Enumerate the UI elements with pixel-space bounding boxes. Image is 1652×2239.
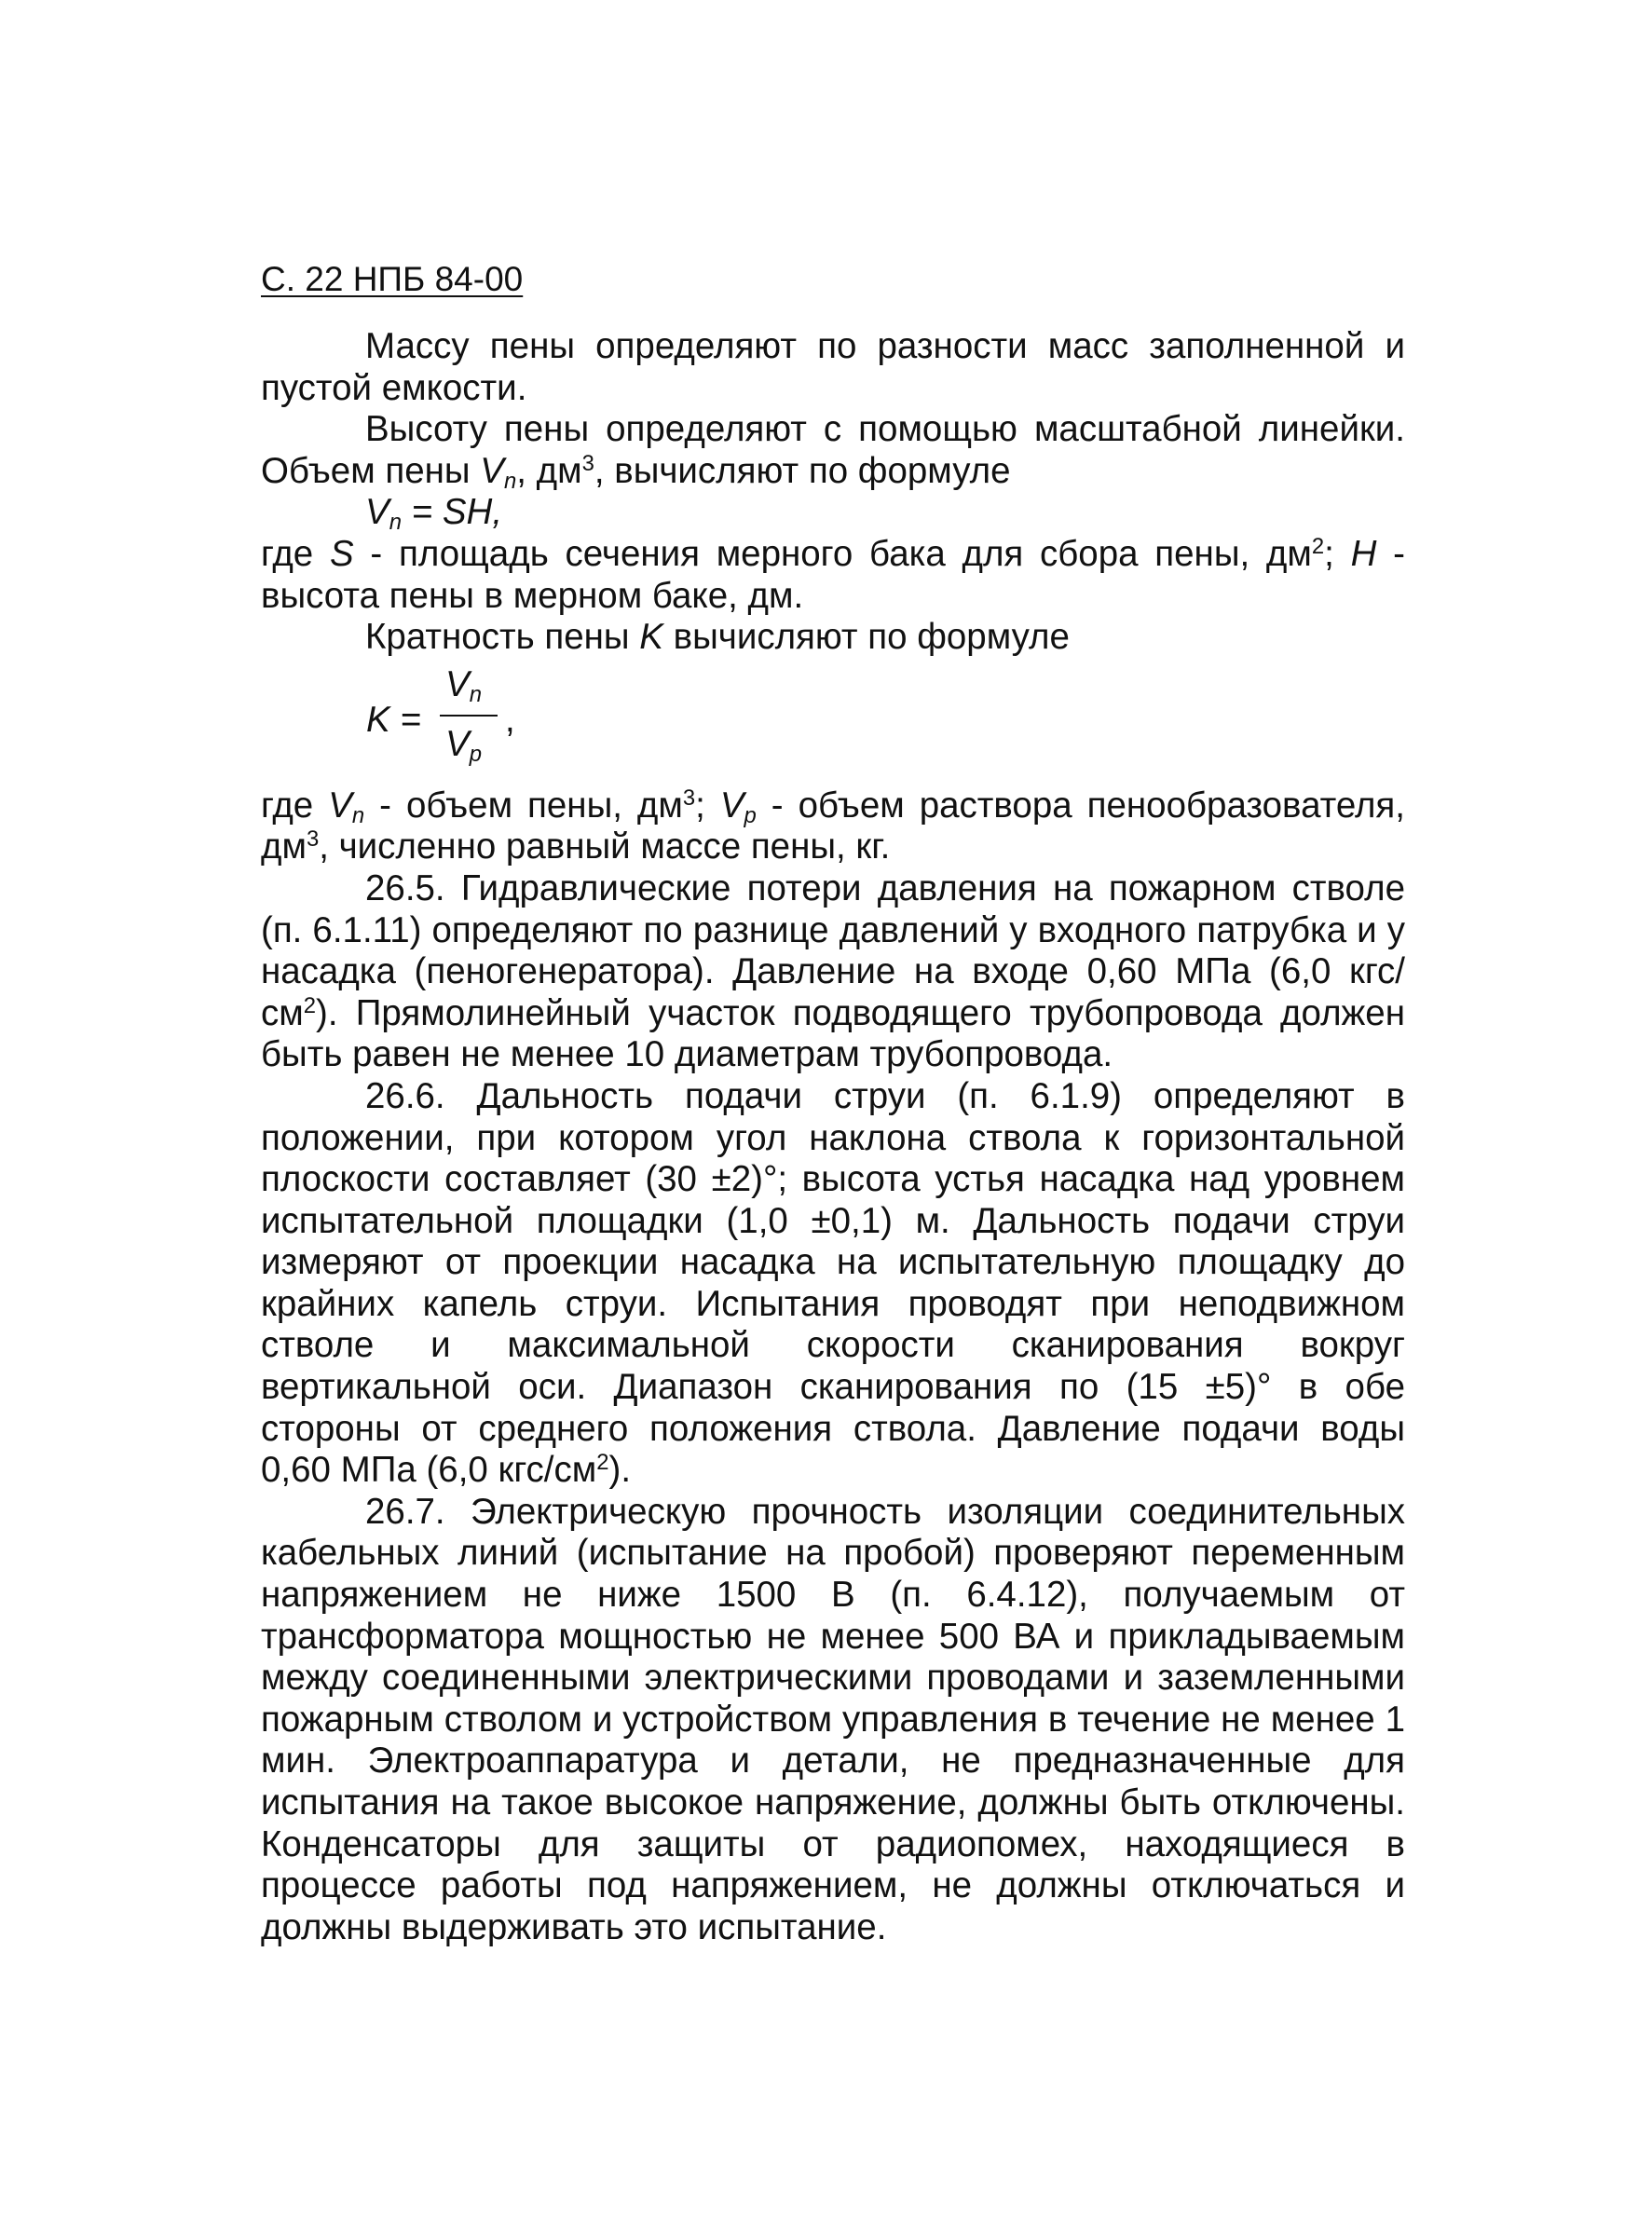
formula-foam-volume: $V_n$ = SH,: [365, 492, 503, 536]
paragraph-foam-height: Высоту пены определяют с помощью масштабной линейки. Объем пены $V_n$, $дм^3$, вычисляют по формуле: [261, 409, 1405, 494]
paragraph-foam-expansion: Кратность пены K вычисляют по формуле: [365, 617, 1070, 658]
formula-comma: ,: [505, 699, 515, 740]
fraction-bar: [440, 715, 498, 717]
document-body: [261, 326, 1405, 1948]
paragraph-26-7: 26.7. Электрическую прочность изоляции соединительных кабельных линий (испытание на пробой) проверяют переменным напряжением не ниже 1500 В (п. 6.4.12), получаемым от трансформатора мощностью не менее 500 ВА и прикладываемым между соединенными электрическими проводами и заземленными пожарным стволом и устройством управления в течение не менее 1 мин. Электроаппаратура и детали, не предназначенные для испытания на такое высокое напряжение, должны быть отключены. Конденсаторы для защиты от радиопомех, находящиеся в процессе работы под напряжением, не должны отключаться и должны выдерживать это испытание.: [261, 1491, 1405, 1947]
formula-denominator: $V_p$: [445, 723, 482, 767]
paragraph-foam-mass: Массу пены определяют по разности масс заполненной и пустой емкости.: [261, 326, 1405, 408]
paragraph-26-6: 26.6. Дальность подачи струи (п. 6.1.9) определяют в положении, при котором угол наклона ствола к горизонтальной плоскости составляет (30 ±2)°; высота устья насадка над уровнем испытательной площадки (1,0 ±0,1) м. Дальность подачи струи измеряют от проекции насадка на испытательную площадку до крайних капель струи. Испытания проводят при неподвижном стволе и максимальной скорости сканирования вокруг вертикальной оси. Диапазон сканирования по (15 ±5)° в обе стороны от среднего положения ствола. Давление подачи воды 0,60 МПа (6,0 кгс/$см^2$).: [261, 1075, 1405, 1491]
paragraph-where-vn-vp: где $V_n$ - объем пены, $дм^3$; $V_p$ - объем раствора пенообразователя, $дм^3$, численно равный массе пены, кг.: [261, 785, 1405, 867]
paragraph-26-5: 26.5. Гидравлические потери давления на пожарном стволе (п. 6.1.11) определяют по разнице давлений у входного патрубка и у насадка (пеногенератора). Давление на входе 0,60 МПа (6,0 кгс/$см^2$). Прямолинейный участок подводящего трубопровода должен быть равен не менее 10 диаметрам трубопровода.: [261, 867, 1405, 1075]
formula-numerator: $V_n$: [445, 663, 482, 707]
paragraph-where-s-h: где S - площадь сечения мерного бака для сбора пены, $дм^2$; H - высота пены в мерном баке, дм.: [261, 533, 1405, 616]
page-header: [261, 259, 523, 300]
formula-lhs: K =: [366, 699, 421, 740]
formula-foam-expansion: [261, 664, 1405, 782]
page-header-text: С. 22 НПБ 84-00: [261, 260, 524, 298]
